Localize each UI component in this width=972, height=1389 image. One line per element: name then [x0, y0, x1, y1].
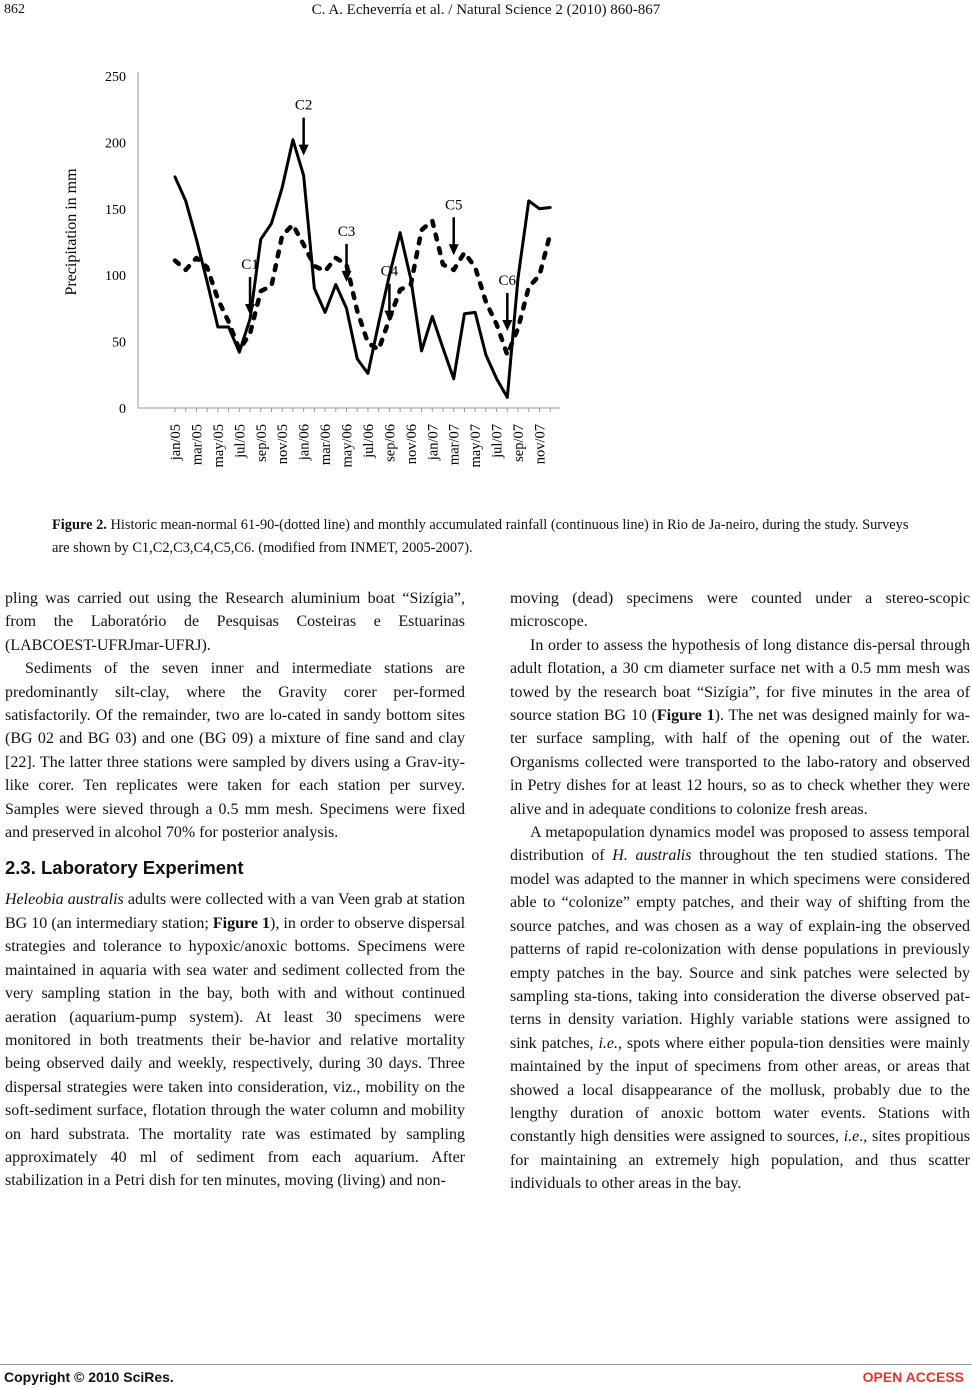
paragraph	[5, 888, 465, 1192]
series-line-historic	[175, 221, 550, 355]
survey-arrowhead	[299, 145, 309, 156]
rainfall-chart	[40, 58, 920, 498]
paragraph: pling was carried out using the Research aluminium boat “Sizígia”, from the Laboratório de Pesquisas Costeiras e Estuarinas (LABCOEST-UFRJmar-UFRJ).	[5, 590, 465, 654]
x-tick-label: jul/05	[232, 424, 249, 458]
section-heading: 2.3. Laboratory Experiment	[5, 857, 244, 879]
x-tick-label: jul/06	[360, 424, 377, 458]
text-span: adults were collected with a van Veen grab at station BG 10 (an intermediary station;	[5, 891, 466, 932]
text-italic: i.e.	[598, 1034, 618, 1052]
species-name: H. australis	[612, 847, 692, 865]
survey-arrowhead	[384, 311, 394, 322]
text-italic: i.e	[843, 1128, 860, 1146]
y-tick-label: 50	[112, 335, 126, 351]
survey-arrowhead	[502, 320, 512, 331]
y-tick-label: 200	[105, 136, 126, 152]
species-name: Heleobia australis	[5, 891, 124, 909]
x-tick-label: sep/06	[382, 424, 399, 462]
page-number: 862	[4, 2, 25, 17]
paragraph: moving (dead) specimens were counted under a stereo-scopic microscope.	[510, 590, 970, 631]
page-footer	[0, 1369, 972, 1389]
page-header	[0, 2, 972, 22]
survey-arrowhead	[449, 244, 459, 255]
survey-label: C1	[241, 257, 259, 274]
caption-text: Historic mean-normal 61-90-(dotted line) and monthly accumulated rainfall (continuous line) in Rio de Ja-neiro, during the study. Surveys are shown by C1,C2,C3,C4,C5,C6. (modified from INMET, 2005-2007).	[52, 517, 909, 556]
x-tick-label: mar/07	[446, 424, 463, 466]
paragraph	[510, 634, 970, 821]
x-tick-label: mar/06	[318, 424, 335, 466]
y-tick-label: 250	[105, 70, 126, 85]
text-span: A metapopulation dynamics model was proposed to assess temporal distribution of	[510, 824, 970, 865]
x-tick-label: nov/07	[532, 424, 549, 465]
open-access-badge: OPEN ACCESS	[862, 1369, 964, 1385]
x-tick-label: sep/07	[511, 424, 528, 462]
x-tick-label: jan/05	[168, 424, 184, 461]
text-span: , spots where either popula-tion densities were mainly maintained by the input of specimens from other areas, or areas that showed a local disappearance of the mollusk, probably due to the lengthy duration of anoxic bottom water events. Stations with constantly high densities were assigned to sources,	[510, 1034, 970, 1146]
text-span: In order to assess the hypothesis of long distance dis-persal through adult flotation, a 30 cm diameter surface net with a 0.5 mm mesh was towed by the research boat “Sizígia”, for five minutes in the area of source station BG 10 (	[510, 636, 970, 725]
x-tick-label: nov/06	[403, 424, 420, 465]
x-tick-label: mar/05	[189, 424, 206, 466]
running-title: C. A. Echeverría et al. / Natural Science 2 (2010) 860-867	[311, 2, 661, 18]
right-column	[510, 587, 970, 1196]
x-tick-label: jan/07	[425, 424, 442, 461]
caption-label: Figure 2.	[52, 517, 107, 533]
footer-divider	[0, 1364, 972, 1365]
survey-label: C6	[498, 272, 517, 289]
paragraph	[510, 821, 970, 1196]
x-tick-label: may/06	[339, 424, 356, 468]
text-span: ), in order to observe dispersal strategies and tolerance to hypoxic/anoxic bottoms. Specimens were maintained in aquaria with sea water and sediment collected from the very sampling station in the bay, both with and without continued aeration (aquarium-pump system). At least 30 specimens were monitored in both treatments their be-havior and relative mortality being observed daily and weekly, respectively, during 30 days. Three dispersal strategies were taken into consideration, viz., mobility on the soft-sediment surface, flotation through the water column and mobility on hard substrata. The mortality rate was estimated by sampling approximately 40 ml of sediment from each aquarium. After stabilization in a Petri dish for ten minutes, moving (living) and non-	[5, 914, 466, 1190]
y-tick-label: 0	[119, 402, 126, 417]
x-tick-label: sep/05	[253, 424, 270, 462]
survey-label: C2	[294, 97, 313, 114]
text-span: throughout the ten studied stations. The model was adapted to the manner in which specimens were considered able to “colonize” empty patches, and their way of shifting from the source patches, and was chosen as a way of explain-ing the observed patterns of rapid re-colonization with dense populations in previously empty patches in the bay. Source and sink patches were selected by sampling sta-tions, taking into consideration the diverse observed pat-terns in density variation. Highly variable stations were assigned to sink patches,	[510, 847, 971, 1052]
text-span: ). The net was designed mainly for wa-ter surface sampling, with half of the opening out of the water. Organisms collected were transported to the labo-ratory and observed in Petry dishes for at least 12 hours, so as to check whether they were alive and in adequate conditions to colonize fresh areas.	[510, 707, 971, 818]
survey-label: C4	[380, 263, 399, 280]
x-tick-label: may/05	[210, 424, 227, 468]
y-axis-label: Precipitation in mm	[63, 168, 80, 296]
figure-ref[interactable]: Figure 1	[656, 707, 715, 725]
y-tick-label: 150	[105, 202, 126, 218]
x-tick-label: jul/07	[489, 424, 506, 458]
text-span: ., sites propitious for maintaining an extremely high population, and thus scatter individuals to other areas in the bay.	[510, 1128, 970, 1193]
left-column	[5, 587, 465, 1193]
figure-ref[interactable]: Figure 1	[212, 914, 271, 932]
figure-caption	[52, 514, 922, 560]
y-tick-label: 100	[105, 269, 126, 285]
x-tick-label: nov/05	[275, 424, 292, 465]
x-tick-label: jan/06	[296, 424, 313, 461]
copyright: Copyright © 2010 SciRes.	[4, 1369, 174, 1385]
paragraph: Sediments of the seven inner and intermediate stations are predominantly silt-clay, where the Gravity corer per-formed satisfactorily. Of the remainder, two are lo-cated in sandy bottom sites (BG 02 and BG 03) and one (BG 09) a mixture of fine sand and clay [22]. The latter three stations were sampled by divers using a Grav-ity-like corer. Ten replicates were taken for each station per survey. Samples were sieved through a 0.5 mm mesh. Specimens were fixed and preserved in alcohol 70% for posterior analysis.	[5, 660, 465, 842]
survey-label: C5	[444, 197, 463, 214]
survey-label: C3	[337, 223, 356, 240]
series-line-monthly	[175, 140, 550, 398]
x-tick-label: may/07	[468, 424, 485, 468]
